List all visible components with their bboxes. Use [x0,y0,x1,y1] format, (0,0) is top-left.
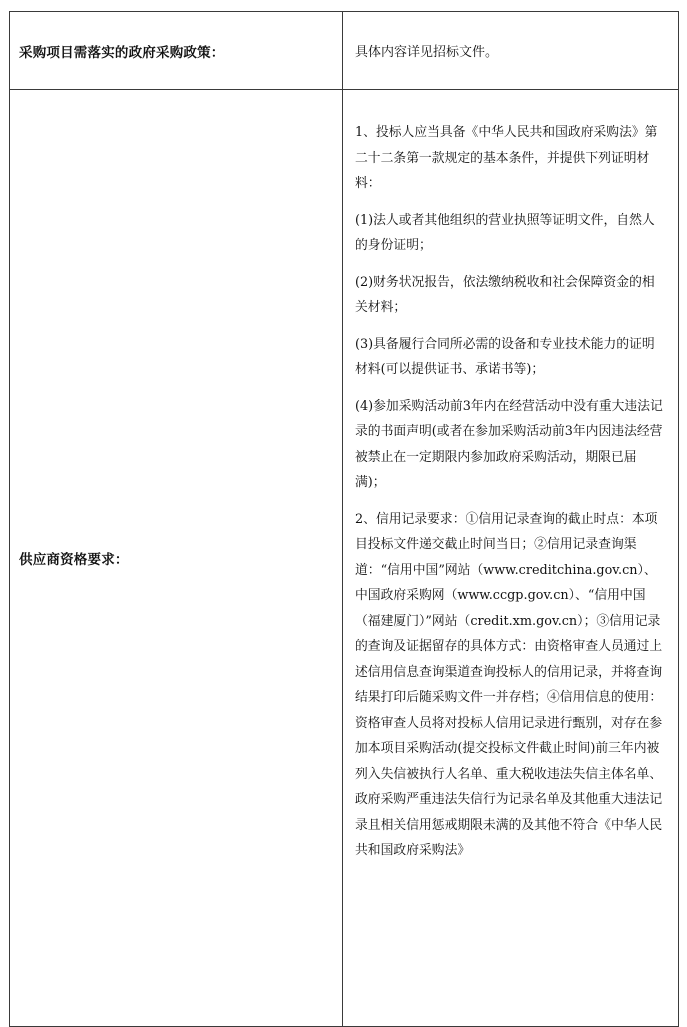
table-row-procurement-policy [10,12,679,90]
qualification-paragraph-2: (1)法人或者其他组织的营业执照等证明文件，自然人的身份证明； [355,212,655,253]
row-value-supplier-qualifications [343,90,679,1027]
qualification-paragraph-5: (4)参加采购活动前3年内在经营活动中没有重大违法记录的书面声明(或者在参加采购活动前3年内因违法经营被禁止在一定期限内参加政府采购活动，期限已届满)； [355,398,663,490]
row-label-supplier-qualifications: 供应商资格要求： [10,90,343,1027]
row-value-procurement-policy: 具体内容详见招标文件。 [343,12,679,90]
qualification-paragraph-3: (2)财务状况报告，依法缴纳税收和社会保障资金的相关材料； [355,274,655,315]
requirements-table [9,11,679,1027]
row-label-procurement-policy: 采购项目需落实的政府采购政策： [10,12,343,90]
qualification-paragraph-6: 2、信用记录要求：①信用记录查询的截止时点：本项目投标文件递交截止时间当日；②信用记录查询渠道：“信用中国”网站（www.creditchina.gov.cn）、中国政府采购网（www.ccgp.gov.cn）、“信用中国（福建厦门）”网站（credit.xm.gov.cn）；③信用记录的查询及证据留存的具体方式：由资格审查人员通过上述信用信息查询渠道查询投标人的信用记录，并将查询结果打印后随采购文件一并存档；④信用信息的使用：资格审查人员将对投标人信用记录进行甄别，对存在参加本项目采购活动(提交投标文件截止时间)前三年内被列入失信被执行人名单、重大税收违法失信主体名单、政府采购严重违法失信行为记录名单及其他重大违法记录且相关信用惩戒期限未满的及其他不符合《中华人民共和国政府采购法》 [355,511,663,858]
table-row-supplier-qualifications [10,90,679,1027]
qualification-paragraph-1: 1、投标人应当具备《中华人民共和国政府采购法》第二十二条第一款规定的基本条件，并提供下列证明材料： [355,125,658,191]
qualification-paragraph-4: (3)具备履行合同所必需的设备和专业技术能力的证明材料(可以提供证书、承诺书等)； [355,336,655,377]
